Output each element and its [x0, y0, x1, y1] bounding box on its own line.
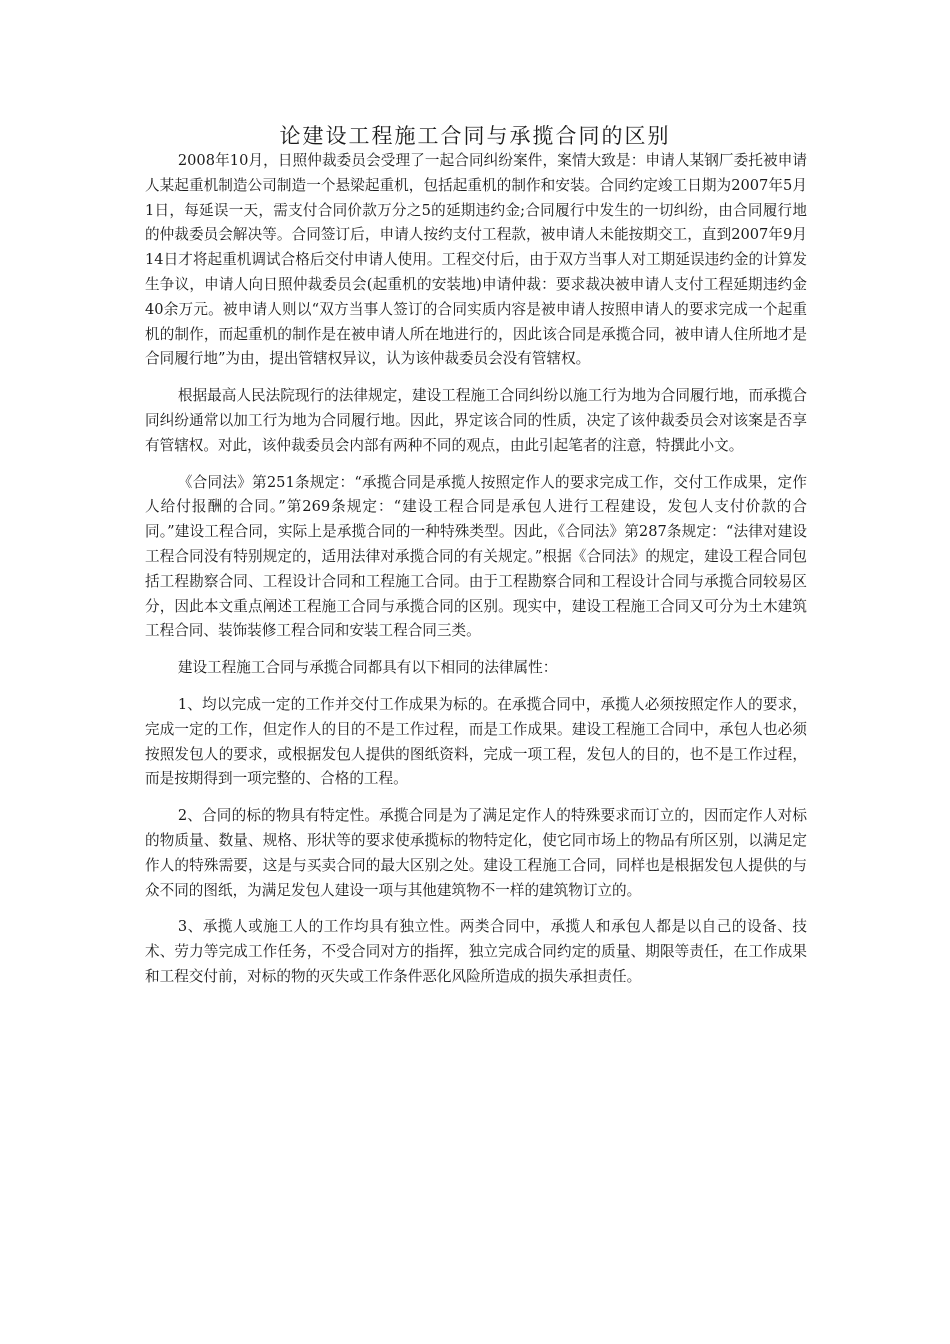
document-body	[145, 149, 807, 990]
paragraph-common-attributes: 建设工程施工合同与承揽合同都具有以下相同的法律属性：	[177, 659, 558, 677]
paragraph-point-1: 1、均以完成一定的工作并交付工作成果为标的。在承揽合同中，承揽人必须按照定作人的要求，完成一定的工作，但定作人的目的不是工作过程，而是工作成果。建设工程施工合同中，承包人也必须按照发包人的要求，或根据发包人提供的图纸资料，完成一项工程，发包人的目的，也不是工作过程，而是按期得到一项完整的、合格的工程。	[145, 695, 807, 788]
paragraph-point-2: 2、合同的标的物具有特定性。承揽合同是为了满足定作人的特殊要求而订立的，因而定作人对标的物质量、数量、规格、形状等的要求使承揽标的物特定化，使它同市场上的物品有所区别，以满足定作人的特殊需要，这是与买卖合同的最大区别之处。建设工程施工合同，同样也是根据发包人提供的与众不同的图纸，为满足发包人建设一项与其他建筑物不一样的建筑物订立的。	[145, 807, 807, 899]
paragraph-case-summary: 2008年10月，日照仲裁委员会受理了一起合同纠纷案件，案情大致是：申请人某钢厂委托被申请人某起重机制造公司制造一个悬梁起重机，包括起重机的制作和安装。合同约定竣工日期为2007年5月1日，每延误一天，需支付合同价款万分之5的延期违约金;合同履行中发生的一切纠纷，由合同履行地的仲裁委员会解决等。合同签订后，申请人按约支付工程款，被申请人未能按期交工，直到2007年9月14日才将起重机调试合格后交付申请人使用。工程交付后，由于双方当事人对工期延误违约金的计算发生争议，申请人向日照仲裁委员会(起重机的安装地)申请仲裁：要求裁决被申请人支付工程延期违约金40余万元。被申请人则以“双方当事人签订的合同实质内容是被申请人按照申请人的要求完成一个起重机的制作，而起重机的制作是在被申请人所在地进行的，因此该合同是承揽合同，被申请人住所地才是合同履行地”为由，提出管辖权异议，认为该仲裁委员会没有管辖权。	[145, 152, 807, 368]
paragraph-point-3: 3、承揽人或施工人的工作均具有独立性。两类合同中，承揽人和承包人都是以自己的设备、技术、劳力等完成工作任务，不受合同对方的指挥，独立完成合同约定的质量、期限等责任，在工作成果和工程交付前，对标的物的灭失或工作条件恶化风险所造成的损失承担责任。	[145, 918, 807, 985]
paragraph-jurisdiction: 根据最高人民法院现行的法律规定，建设工程施工合同纠纷以施工行为地为合同履行地，而承揽合同纠纷通常以加工行为地为合同履行地。因此，界定该合同的性质，决定了该仲裁委员会对该案是否享有管辖权。对此，该仲裁委员会内部有两种不同的观点，由此引起笔者的注意，特撰此小文。	[145, 387, 807, 454]
document-title: 论建设工程施工合同与承揽合同的区别	[279, 124, 671, 148]
paragraph-contract-law: 《合同法》第251条规定：“承揽合同是承揽人按照定作人的要求完成工作，交付工作成果，定作人给付报酬的合同。”第269条规定：“建设工程合同是承包人进行工程建设，发包人支付价款的合同。”建设工程合同，实际上是承揽合同的一种特殊类型。因此，《合同法》第287条规定：“法律对建设工程合同没有特别规定的，适用法律对承揽合同的有关规定。”根据《合同法》的规定，建设工程合同包括工程勘察合同、工程设计合同和工程施工合同。由于工程勘察合同和工程设计合同与承揽合同较易区分，因此本文重点阐述工程施工合同与承揽合同的区别。现实中，建设工程施工合同又可分为土木建筑工程合同、装饰装修工程合同和安装工程合同三类。	[145, 473, 807, 640]
